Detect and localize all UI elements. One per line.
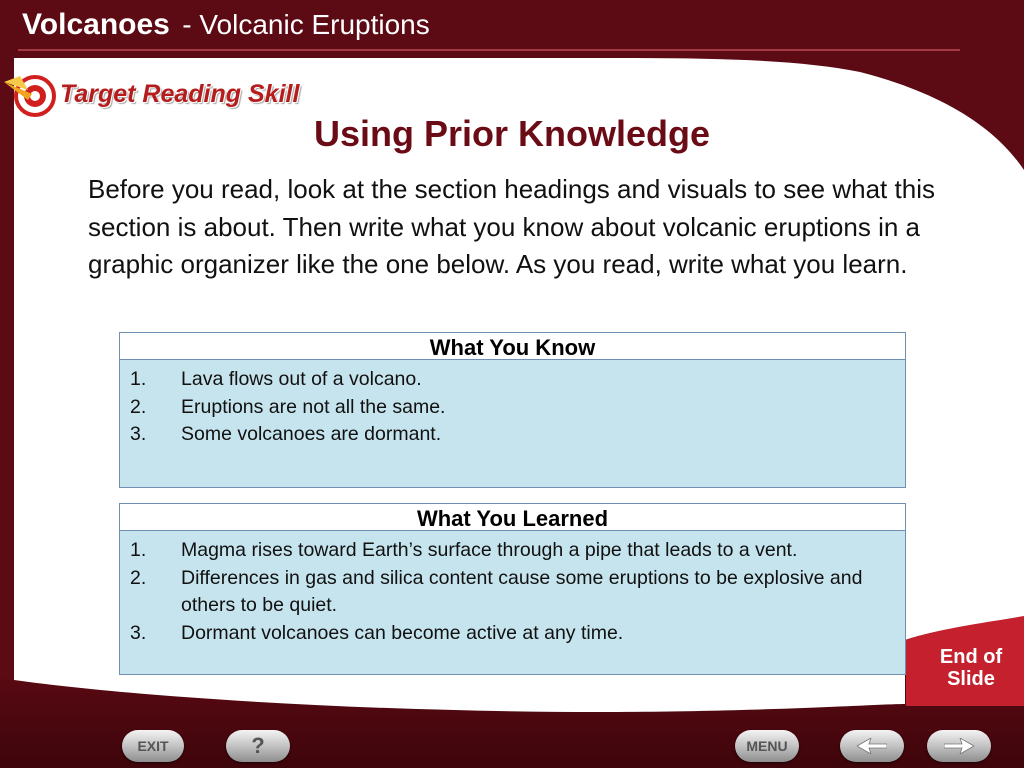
end-of-slide-button[interactable] [912, 646, 1024, 690]
arrow-left-icon [857, 738, 887, 754]
help-button[interactable]: ? [226, 730, 290, 762]
end-of-slide-line2: Slide [947, 668, 995, 690]
organizer-heading: What You Learned [120, 504, 905, 531]
list-item: 1. Magma rises toward Earth’s surface through a pipe that leads to a vent. [130, 539, 798, 561]
chapter-title: Volcanoes [22, 8, 170, 41]
list-item: 3. Dormant volcanoes can become active at any time. [130, 621, 624, 644]
section-subtitle: - Volcanic Eruptions [182, 9, 430, 40]
previous-button[interactable] [840, 730, 904, 762]
what-you-learned-organizer [119, 503, 906, 675]
header-title [22, 8, 430, 42]
arrow-right-icon [944, 738, 974, 754]
organizer-content [120, 531, 905, 674]
menu-button[interactable]: MENU [735, 730, 799, 762]
slide-title: Using Prior Knowledge [313, 113, 711, 154]
exit-button[interactable]: EXIT [122, 730, 184, 762]
list-item: 3. Some volcanoes are dormant. [130, 423, 442, 445]
next-button[interactable] [927, 730, 991, 762]
intro-paragraph: Before you read, look at the section headings and visuals to see what this section is about. Then write what you know about volcanic eruptions in a graphic organizer like the one below. As you read, write what you learn. [88, 174, 935, 279]
what-you-know-organizer [119, 332, 906, 488]
end-of-slide-line1: End of [939, 646, 1003, 668]
organizer-heading: What You Know [120, 333, 905, 360]
section-label: Target Reading Skill [60, 80, 300, 108]
list-item: 2. Differences in gas and silica content cause some eruptions to be explosive and others to be quiet. [130, 566, 863, 616]
list-item: 2. Eruptions are not all the same. [130, 395, 446, 418]
list-item: 1. Lava flows out of a volcano. [130, 368, 422, 390]
organizer-content [120, 360, 905, 487]
